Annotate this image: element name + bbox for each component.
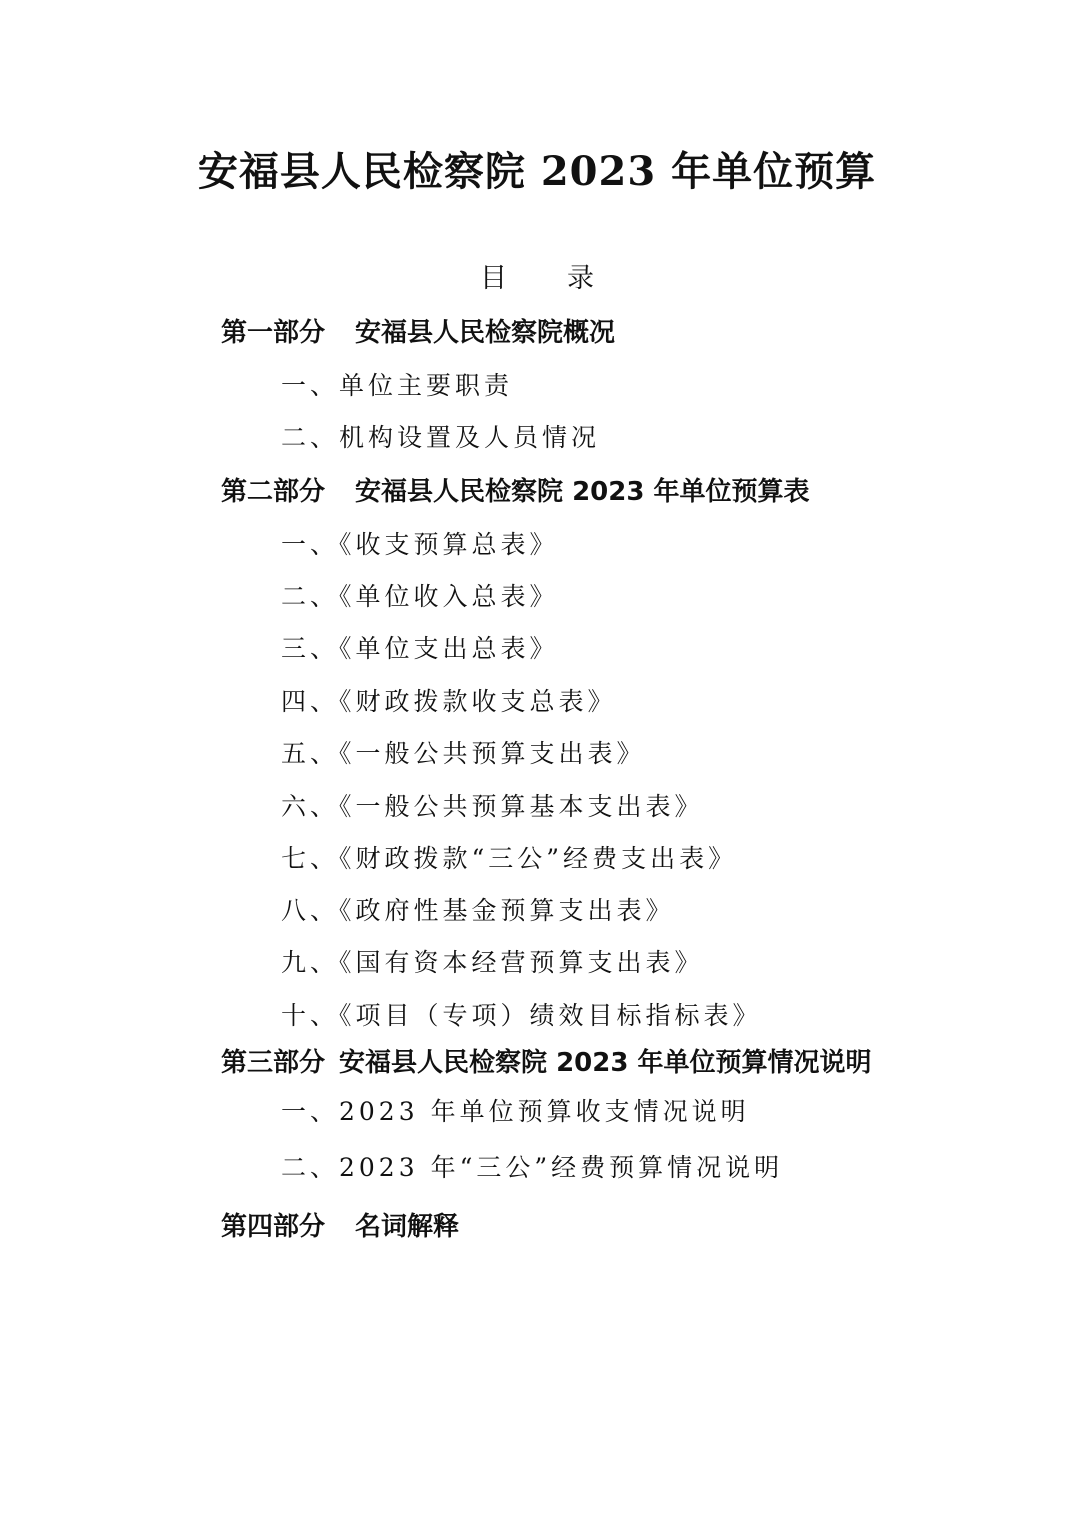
part-title: 安福县人民检察院 2023 年单位预算情况说明: [339, 1048, 872, 1078]
toc-part-3: [221, 1042, 871, 1079]
part-number: 第二部分: [221, 477, 326, 507]
toc-item: 三、《单位支出总表》: [281, 634, 559, 663]
part-title: 安福县人民检察院概况: [355, 318, 616, 348]
toc-item: 八、《政府性基金预算支出表》: [281, 896, 675, 925]
document-title: 安福县人民检察院 2023 年单位预算: [197, 148, 877, 195]
toc-item: 二、《单位收入总表》: [281, 582, 559, 611]
toc-item: 二、2023 年“三公”经费预算情况说明: [281, 1153, 784, 1182]
toc-part-2: [221, 471, 809, 508]
part-number: 第四部分: [221, 1212, 326, 1242]
toc-item: 四、《财政拨款收支总表》: [281, 687, 617, 716]
toc-item: 五、《一般公共预算支出表》: [281, 739, 646, 768]
part-title: 安福县人民检察院 2023 年单位预算表: [355, 477, 810, 507]
toc-item: 九、《国有资本经营预算支出表》: [281, 948, 704, 977]
toc-item: 六、《一般公共预算基本支出表》: [281, 792, 704, 821]
part-number: 第三部分: [221, 1048, 326, 1078]
part-number: 第一部分: [221, 318, 326, 348]
toc-item: 十、《项目（专项）绩效目标指标表》: [281, 1001, 762, 1030]
toc-heading: 目录: [480, 263, 654, 294]
toc-item: 七、《财政拨款“三公”经费支出表》: [281, 844, 738, 873]
toc-item: 一、《收支预算总表》: [281, 530, 559, 559]
part-title: 名词解释: [355, 1212, 460, 1242]
toc-item: 一、2023 年单位预算收支情况说明: [281, 1097, 750, 1126]
toc-item: 二、机构设置及人员情况: [281, 423, 601, 452]
toc-part-1: [221, 312, 615, 349]
toc-item: 一、单位主要职责: [281, 371, 514, 400]
toc-part-4: [221, 1206, 459, 1243]
